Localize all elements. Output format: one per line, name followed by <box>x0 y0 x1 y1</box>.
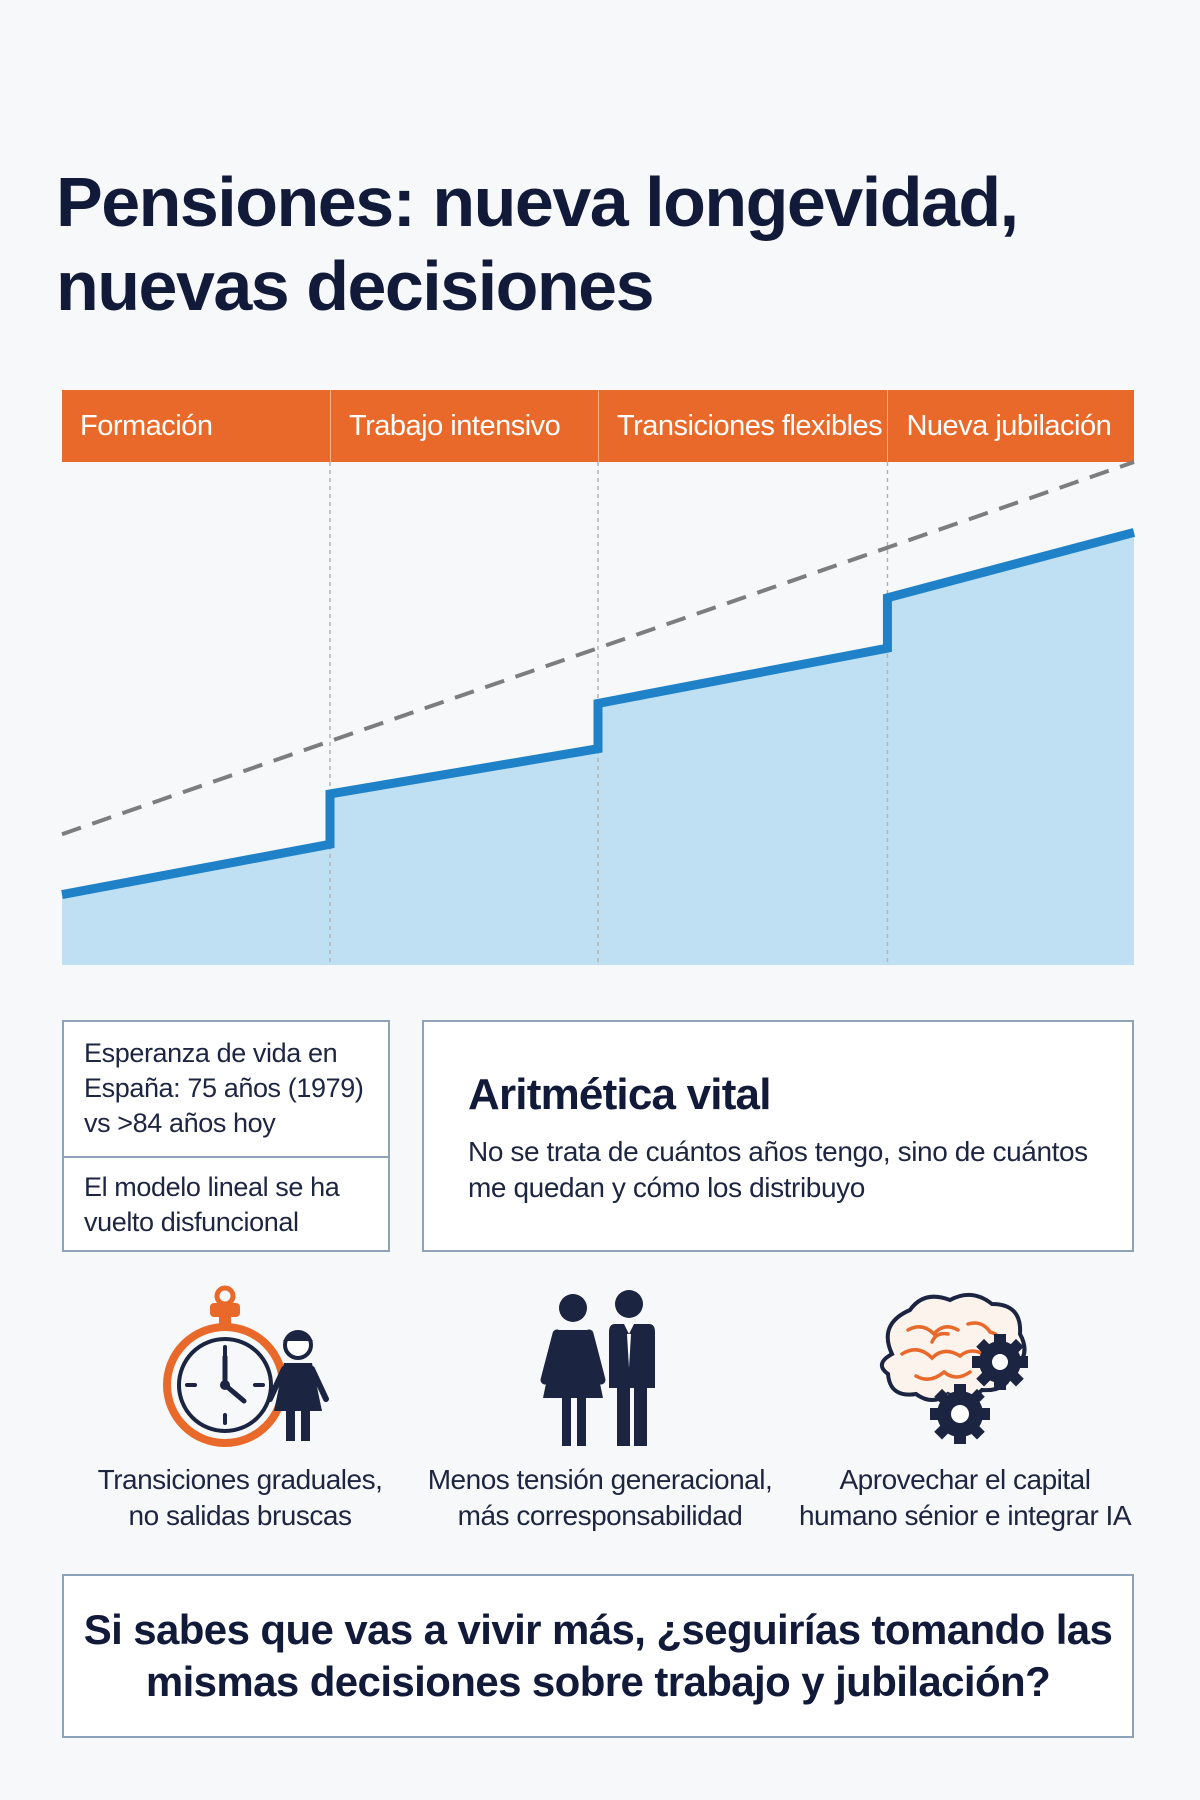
feature-caption-line: humano sénior e integrar IA <box>798 1500 1132 1531</box>
title-line-1: Pensiones: nueva longevidad, <box>56 163 1018 241</box>
linear-model-stat: El modelo lineal se ha vuelto disfuncional <box>84 1172 340 1237</box>
feature-caption-line: más corresponsabilidad <box>457 1500 743 1531</box>
stats-box <box>62 1020 390 1252</box>
stats-divider <box>64 1156 388 1158</box>
closing-question <box>64 1604 1132 1708</box>
title-line-2: nuevas decisiones <box>56 247 654 325</box>
question-line-2: mismas decisiones sobre trabajo y jubilación? <box>145 1658 1051 1705</box>
phase-transiciones-flexibles: Transiciones flexibles <box>598 390 887 462</box>
phase-formacion: Formación <box>80 410 213 442</box>
vital-arithmetic-text: No se trata de cuántos años tengo, sino de cuántos me quedan y cómo los distribuyo <box>468 1136 1088 1203</box>
phase-nueva-jubilacion: Nueva jubilación <box>887 390 1134 462</box>
feature-caption-generational <box>410 1462 790 1534</box>
vital-arithmetic-box <box>422 1020 1134 1252</box>
phase-trabajo-intensivo: Trabajo intensivo <box>330 390 598 462</box>
life-expectancy-stat: Esperanza de vida en España: 75 años (1979) vs >84 años hoy <box>84 1038 364 1138</box>
woman-man-icon <box>535 1290 665 1450</box>
feature-caption-senior-capital <box>775 1462 1155 1534</box>
feature-caption-line: no salidas bruscas <box>128 1500 352 1531</box>
brain-gears-icon <box>872 1292 1052 1452</box>
stopwatch-child-icon <box>150 1285 350 1455</box>
feature-caption-line: Aprovechar el capital <box>839 1464 1091 1495</box>
vital-arithmetic-title: Aritmética vital <box>468 1070 771 1119</box>
closing-question-box <box>62 1574 1134 1738</box>
question-line-1: Si sabes que vas a vivir más, ¿seguirías tomando las <box>83 1606 1113 1653</box>
feature-caption-line: Transiciones graduales, <box>97 1464 383 1495</box>
feature-caption-gradual-transitions <box>60 1462 420 1534</box>
feature-caption-line: Menos tensión generacional, <box>427 1464 773 1495</box>
